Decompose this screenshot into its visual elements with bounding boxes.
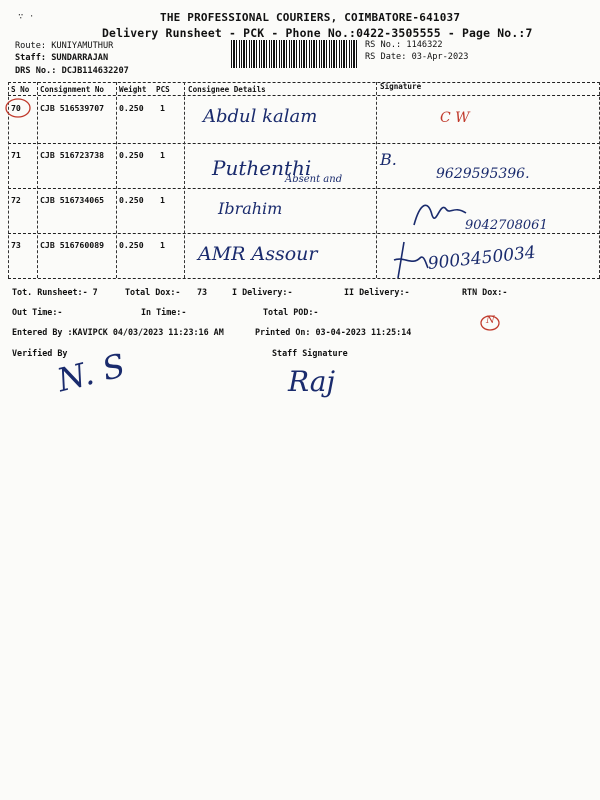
row-sno: 73 — [11, 240, 21, 250]
col-header-weight: Weight — [119, 85, 147, 94]
row-divider — [8, 143, 600, 144]
rs-date: RS Date: 03-Apr-2023 — [365, 52, 469, 62]
row-sno: 72 — [11, 195, 21, 205]
row-divider — [8, 233, 600, 234]
row-consignment: CJB 516760089 — [40, 240, 105, 250]
col-header-consignment: Consignment No — [40, 85, 105, 94]
row-consignment: CJB 516539707 — [40, 103, 105, 113]
column-divider — [37, 82, 38, 278]
row-weight: 0.250 — [119, 240, 144, 250]
column-divider — [376, 82, 377, 278]
column-divider — [116, 82, 117, 278]
row-weight: 0.250 — [119, 195, 144, 205]
i-delivery: I Delivery:- — [232, 287, 293, 297]
row-pcs: 1 — [160, 103, 165, 113]
tot-runsheet: Tot. Runsheet:- 7 — [12, 287, 98, 297]
printed-on: Printed On: 03-04-2023 11:25:14 — [255, 327, 412, 337]
row-consignment: CJB 516723738 — [40, 150, 105, 160]
drs-number: DRS No.: DCJB114632207 — [15, 66, 129, 76]
consignee-handwriting: Ibrahim — [218, 199, 283, 218]
signature-scribble — [410, 195, 470, 235]
in-time: In Time:- — [141, 307, 187, 317]
total-dox-value: 73 — [197, 287, 208, 297]
row-weight: 0.250 — [119, 150, 144, 160]
staff-signature-label: Staff Signature — [272, 348, 348, 358]
route-label: Route: KUNIYAMUTHUR — [15, 41, 114, 51]
consignee-handwriting: Puthenthi — [212, 156, 312, 180]
total-dox-label: Total Dox:- — [125, 287, 181, 297]
verified-by-label: Verified By — [12, 348, 68, 358]
rtn-dox: RTN Dox:- — [462, 287, 508, 297]
scan-specks: ∵ · — [18, 12, 35, 22]
company-title: THE PROFESSIONAL COURIERS, COIMBATORE-641037 — [160, 11, 461, 24]
row-consignment: CJB 516734065 — [40, 195, 105, 205]
row-weight: 0.250 — [119, 103, 144, 113]
phone-handwriting: 9629595396. — [436, 166, 530, 182]
rs-number: RS No.: 1146322 — [365, 40, 443, 50]
col-header-sno: S No — [11, 85, 30, 94]
red-circle-mark — [3, 96, 33, 120]
row-divider — [8, 188, 600, 189]
barcode — [231, 40, 357, 68]
red-circle-letter: N — [486, 315, 495, 326]
total-pod: Total POD:- — [263, 307, 319, 317]
col-header-pcs: PCS — [156, 85, 170, 94]
out-time: Out Time:- — [12, 307, 63, 317]
runsheet-subtitle: Delivery Runsheet - PCK - Phone No.:0422-3505555 - Page No.:7 — [102, 26, 533, 40]
row-pcs: 1 — [160, 240, 165, 250]
col-header-consignee: Consignee Details — [188, 85, 266, 94]
consignee-handwriting: Abdul kalam — [203, 106, 318, 127]
signature-handwriting: C W — [440, 110, 470, 126]
table-top-border — [8, 82, 600, 83]
table-header-border — [8, 95, 600, 96]
row-sno: 70 — [11, 103, 21, 113]
signature-scribble — [390, 238, 430, 282]
staff-signature: Raj — [288, 365, 336, 398]
table-bottom-border — [8, 278, 600, 279]
row-pcs: 1 — [160, 195, 165, 205]
ii-delivery: II Delivery:- — [344, 287, 410, 297]
consignee-note-handwriting: Absent and — [285, 174, 343, 185]
row-pcs: 1 — [160, 150, 165, 160]
entered-by: Entered By :KAVIPCK 04/03/2023 11:23:16 AM — [12, 327, 224, 337]
consignee-handwriting: AMR Assour — [198, 243, 318, 265]
phone-handwriting: 9003450034 — [426, 242, 537, 274]
col-header-signature: Signature — [380, 82, 422, 91]
phone-handwriting: 9042708061 — [465, 218, 548, 233]
signature-handwriting: B. — [380, 150, 397, 169]
column-divider — [184, 82, 185, 278]
row-sno: 71 — [11, 150, 21, 160]
verified-signature: N. S — [53, 346, 129, 400]
staff-label: Staff: SUNDARRAJAN — [15, 53, 109, 63]
